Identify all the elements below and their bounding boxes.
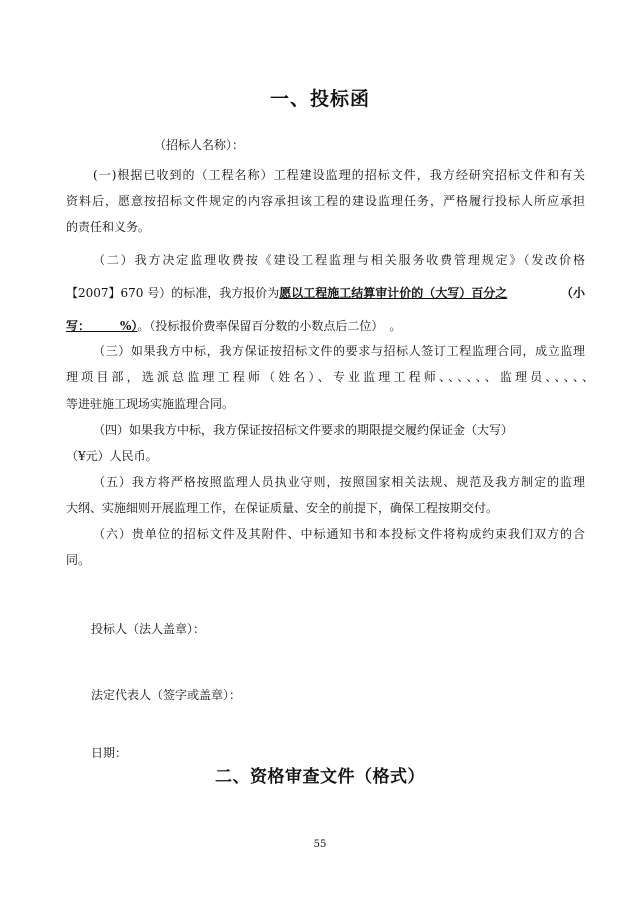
bidder-signature-line: 投标人（法人盖章）：	[91, 622, 206, 636]
quote-note-text: 。（投标报价费率保留百分数的小数点后二位） 。	[137, 319, 402, 333]
paragraph-6-line-1: （六）贵单位的招标文件及其附件、中标通知书和本投标文件将构成约束我们双方的合	[93, 527, 585, 541]
paragraph-2-line-1: （二）我方决定监理收费按《建设工程监理与相关服务收费管理规定》（发改价格	[93, 253, 585, 267]
paragraph-2-line-3	[66, 318, 401, 334]
paragraph-4-line-2: （¥元）人民币。	[66, 449, 158, 463]
quote-rate-small-label: （小	[560, 286, 585, 300]
legal-representative-line: 法定代表人（签字或盖章）：	[91, 688, 242, 702]
quote-rate-text: 愿以工程施工结算审计价的（大写）百分之	[279, 286, 508, 300]
paragraph-4-line-1: （四）如果我方中标，我方保证按招标文件要求的期限提交履约保证金（大写）	[93, 423, 514, 437]
paragraph-5-line-2: 大纲、实施细则开展监理工作，在保证质量、安全的前提下，确保工程按期交付。	[66, 501, 499, 515]
paragraph-3-line-2: 理项目部，选派总监理工程师（姓名）、专业监理工程师、、、、、、监理员、、、、、	[66, 370, 594, 384]
quote-standard-text: 【2007】670 号）的标准，我方报价为	[66, 286, 280, 300]
quote-rate-small-value: 写： %）	[66, 319, 138, 333]
paragraph-6-line-2: 同。	[66, 553, 91, 567]
paragraph-3-line-1: （三）如果我方中标，我方保证按招标文件的要求与招标人签订工程监理合同，成立监理	[93, 344, 585, 358]
paragraph-1-line-1: (一)根据已收到的（工程名称）工程建设监理的招标文件，我方经研究招标文件和有关	[93, 168, 585, 182]
document-title: 一、投标函	[269, 88, 370, 110]
date-line: 日期：	[91, 746, 128, 760]
section-2-title: 二、资格审查文件（格式）	[215, 767, 425, 787]
paragraph-3-line-3: 等进驻施工现场实施监理合同。	[66, 397, 235, 411]
paragraph-2-line-2	[66, 285, 585, 301]
paragraph-5-line-1: （五）我方将严格按照监理人员执业守则，按照国家相关法规、规范及我方制定的监理	[93, 475, 585, 489]
page-number: 55	[313, 839, 327, 850]
paragraph-1-line-2: 资料后，愿意按招标文件规定的内容承担该工程的建设监理任务，严格履行投标人所应承担	[66, 194, 585, 208]
addressee-line: （招标人名称）：	[154, 138, 245, 152]
paragraph-1-line-3: 的责任和义务。	[66, 220, 151, 234]
